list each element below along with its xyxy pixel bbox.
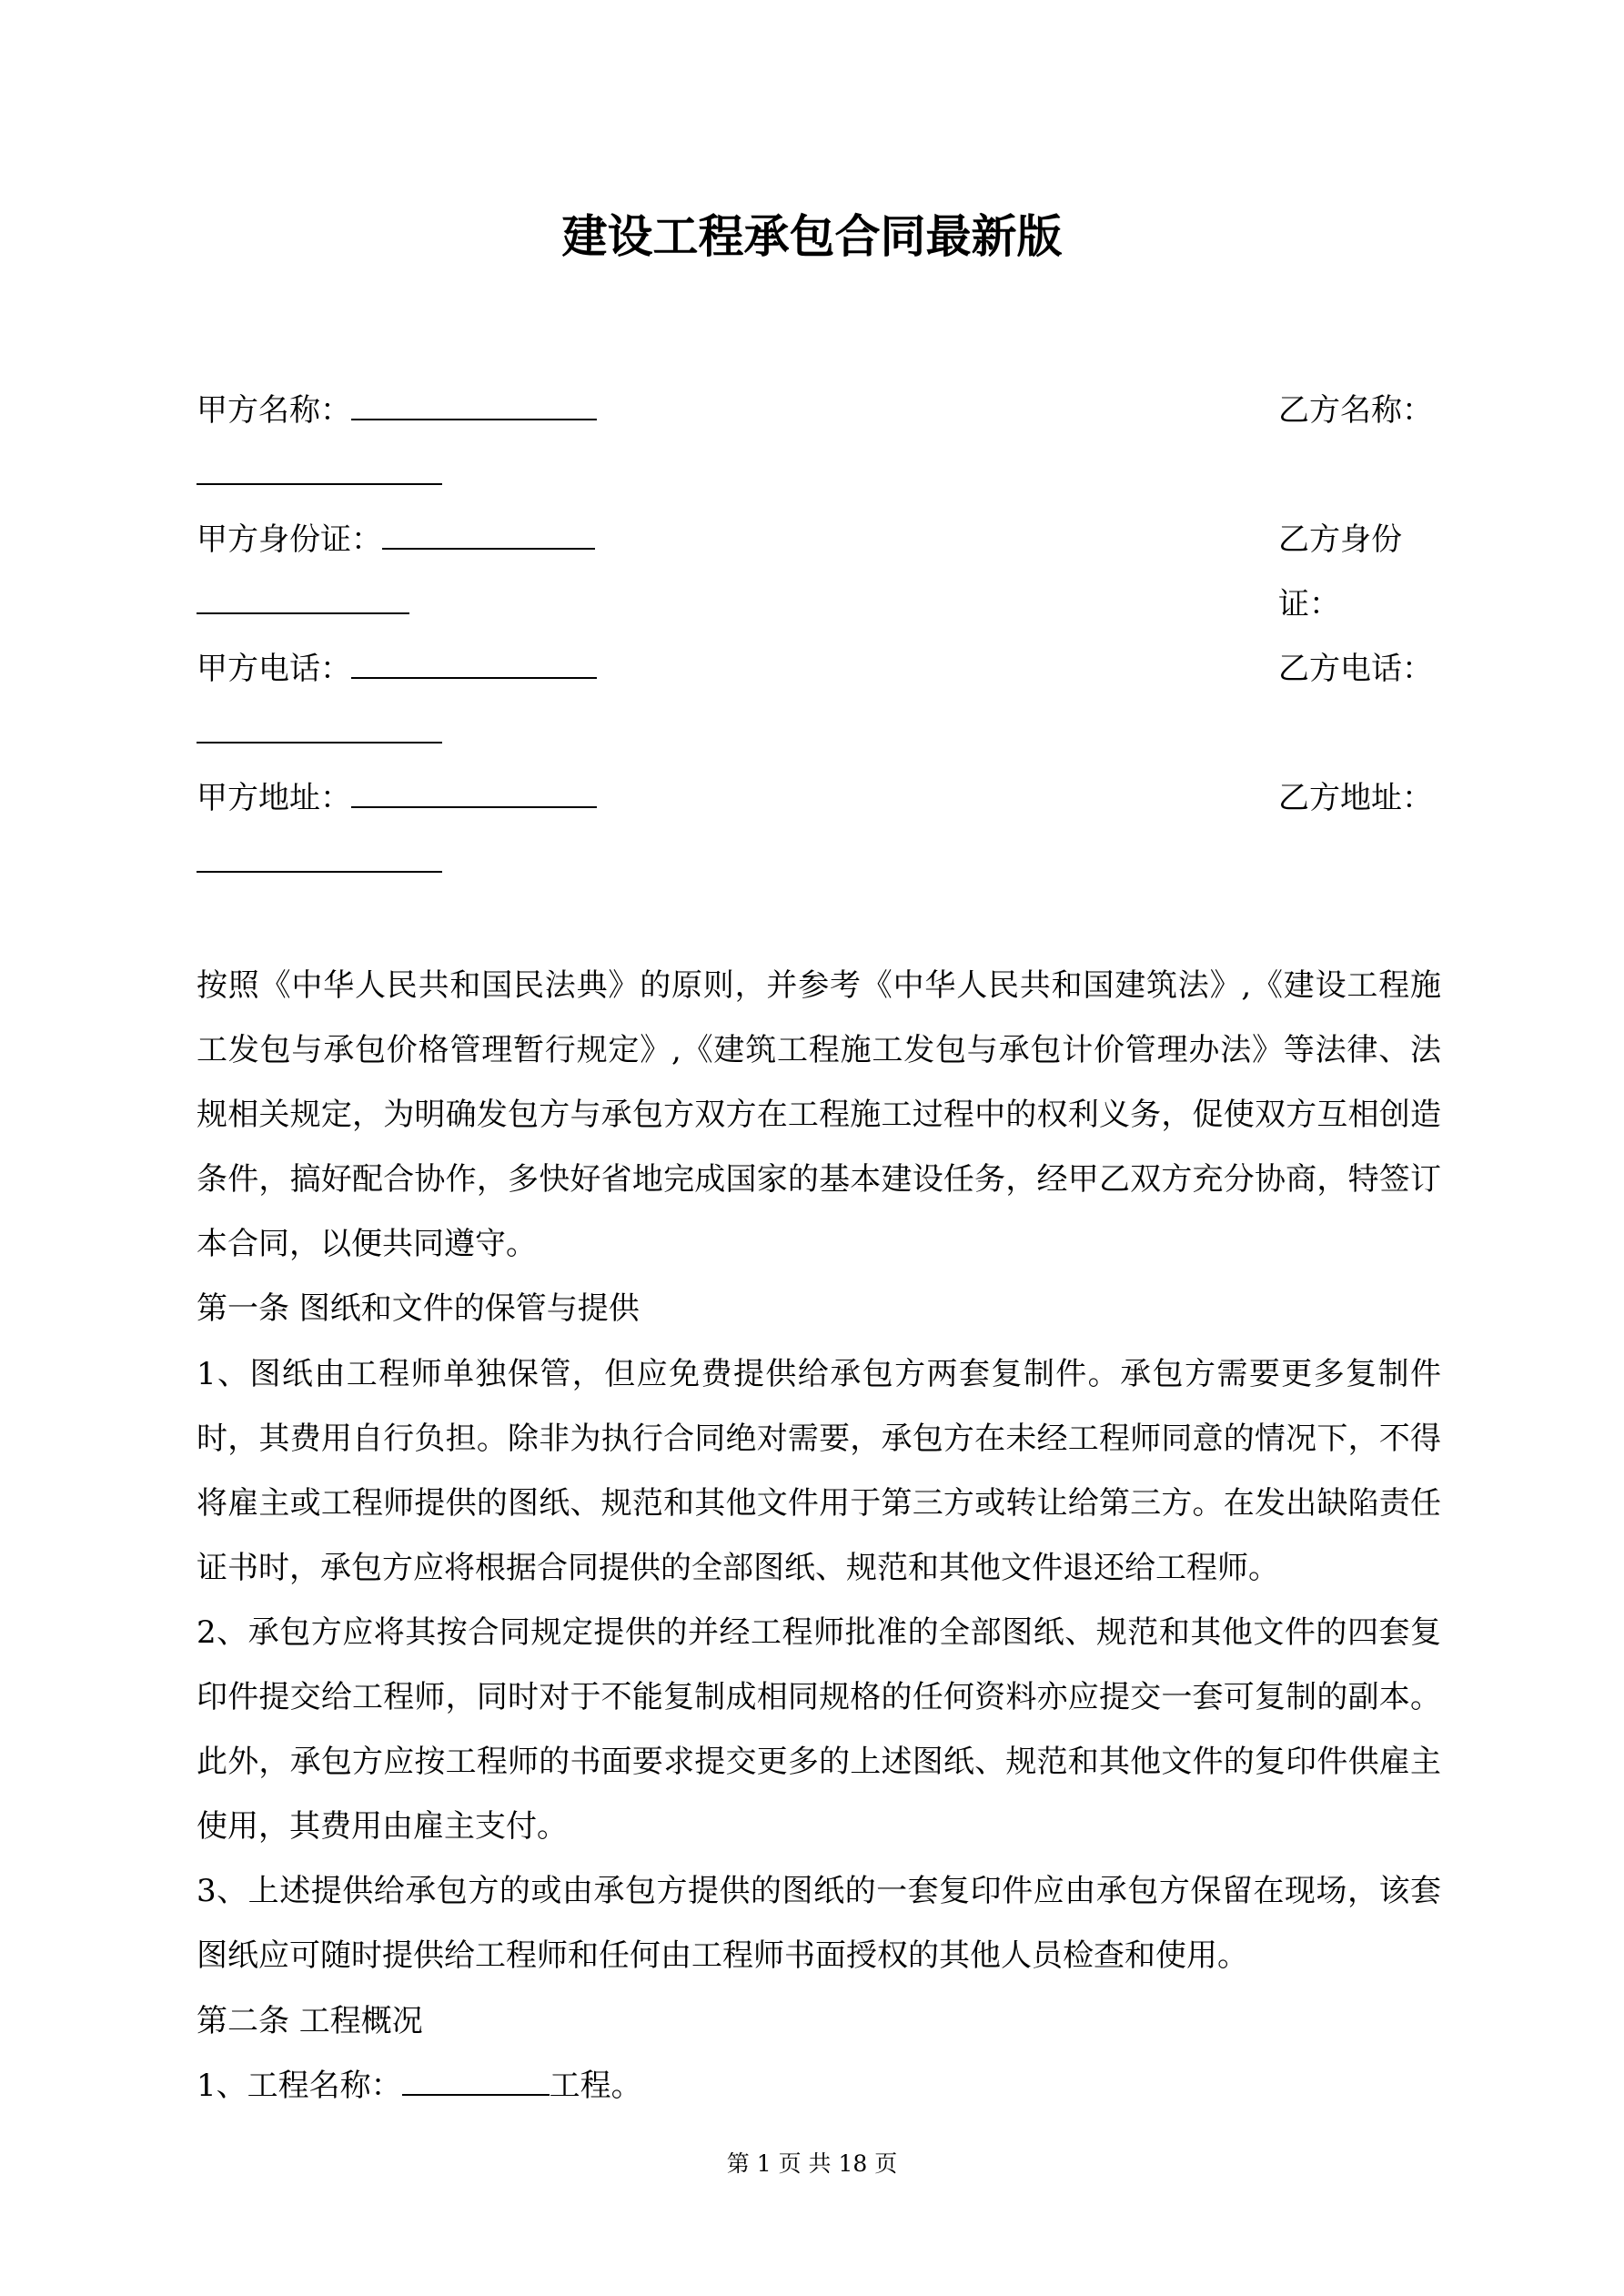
party-b-name-blank[interactable] — [197, 456, 442, 485]
party-b-address-label: 乙方地址： — [1278, 780, 1433, 816]
party-a-name-blank[interactable] — [351, 391, 597, 420]
party-a-name-label: 甲方名称： — [197, 392, 351, 429]
article-1-clause-2: 2、承包方应将其按合同规定提供的并经工程师批准的全部图纸、规范和其他文件的四套复印件提交给工程师，同时对于不能复制成相同规格的任何资料亦应提交一套可复制的副本。此外，承包方应按工程师的书面要求提交更多的上述图纸、规范和其他文件的复印件供雇主使用，其费用由雇主支付。 — [197, 1613, 1441, 1846]
party-b-id-label: 乙方身份证： — [1278, 521, 1402, 622]
party-b-id-blank[interactable] — [197, 585, 409, 614]
project-name-suffix: 工程。 — [549, 2067, 642, 2104]
party-a-id-label: 甲方身份证： — [197, 521, 382, 558]
article-1-clause-3: 3、上述提供给承包方的或由承包方提供的图纸的一套复印件应由承包方保留在现场，该套图纸应可随时提供给工程师和任何由工程师书面授权的其他人员检查和使用。 — [197, 1873, 1441, 1975]
intro-paragraph: 按照《中华人民共和国民法典》的原则，并参考《中华人民共和国建筑法》,《建设工程施工发包与承包价格管理暂行规定》,《建筑工程施工发包与承包计价管理办法》等法律、法规相关规定，为明确发包方与承包方双方在工程施工过程中的权利义务，促使双方互相创造条件，搞好配合协作，多快好省地完成国家的基本建设任务，经甲乙双方充分协商，特签订本合同，以便共同遵守。 — [197, 967, 1441, 1263]
party-b-name-label: 乙方名称： — [1278, 392, 1433, 429]
party-address-row — [197, 766, 1443, 831]
party-id-row — [197, 508, 1443, 622]
party-a-address-label: 甲方地址： — [197, 780, 351, 816]
project-name-label: 1、工程名称： — [197, 2067, 402, 2104]
party-a-phone-label: 甲方电话： — [197, 651, 351, 687]
party-a-phone-blank[interactable] — [351, 650, 597, 679]
article-2-clause-1 — [197, 2054, 1441, 2119]
article-2-heading: 第二条 工程概况 — [197, 2002, 423, 2039]
party-info — [197, 379, 1443, 895]
page-number: 第 1 页 共 18 页 — [726, 2150, 898, 2177]
party-b-phone-label: 乙方电话： — [1278, 651, 1433, 687]
party-a-address-blank[interactable] — [351, 779, 597, 808]
project-name-blank[interactable] — [402, 2067, 550, 2096]
party-a-id-blank[interactable] — [382, 521, 595, 550]
article-1-heading: 第一条 图纸和文件的保管与提供 — [197, 1290, 640, 1328]
party-phone-row — [197, 637, 1443, 702]
article-1-clause-1: 1、图纸由工程师单独保管，但应免费提供给承包方两套复制件。承包方需要更多复制件时，其费用自行负担。除非为执行合同绝对需要，承包方在未经工程师同意的情况下，不得将雇主或工程师提供的图纸、规范和其他文件用于第三方或转让给第三方。在发出缺陷责任证书时，承包方应将根据合同提供的全部图纸、规范和其他文件退还给工程师。 — [197, 1355, 1441, 1586]
party-b-phone-blank[interactable] — [197, 714, 442, 743]
party-name-row — [197, 379, 1443, 443]
party-b-address-blank[interactable] — [197, 844, 442, 873]
document-title: 建设工程承包合同最新版 — [561, 209, 1063, 263]
contract-body — [197, 954, 1441, 2119]
